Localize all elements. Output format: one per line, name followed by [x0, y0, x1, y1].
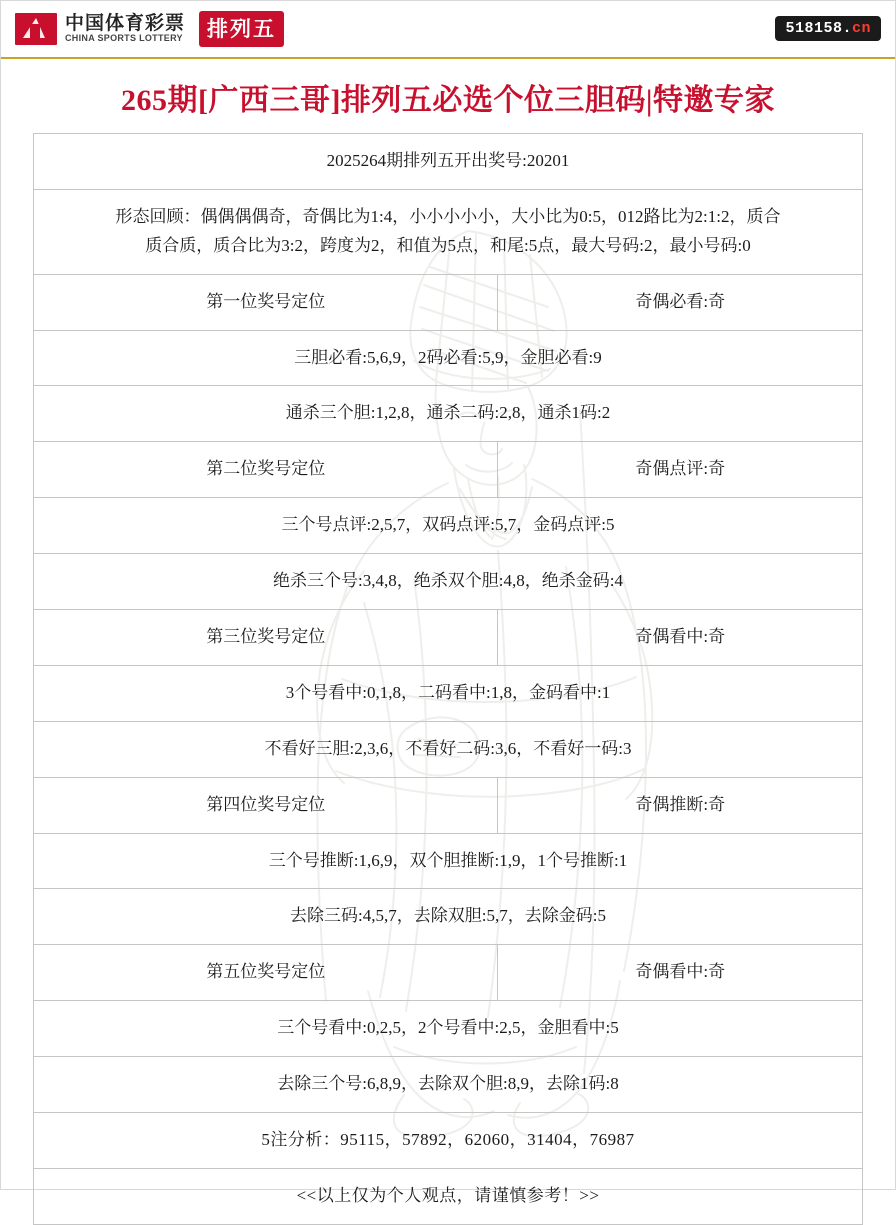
footnote-cell: <<以上仅为个人观点，请谨慎参考！>>	[34, 1168, 863, 1224]
position-label-4: 第四位奖号定位	[34, 777, 498, 833]
table-row-position-2-line-1	[34, 498, 863, 554]
game-name-badge: 排列五	[199, 11, 284, 47]
table-row-position-3-line-1	[34, 665, 863, 721]
table-row-position-4-line-2	[34, 889, 863, 945]
review-line-1	[42, 203, 854, 232]
table-row-position-5	[34, 945, 863, 1001]
position-2-detail-1: 三个号点评:2,5,7，双码点评:5,7，金码点评:5	[34, 498, 863, 554]
table-row-position-1	[34, 274, 863, 330]
sports-lottery-logo-icon	[15, 13, 57, 45]
draw-header-cell: 2025264期排列五开出奖号:20201	[34, 134, 863, 190]
forecast-table-wrapper	[33, 133, 863, 1225]
table-row-analysis	[34, 1113, 863, 1169]
parity-label-5: 奇偶看中:奇	[498, 945, 863, 1001]
brand-text	[65, 14, 185, 43]
site-domain-number: 518158.	[785, 20, 852, 37]
table-row-draw-header	[34, 134, 863, 190]
forecast-table	[33, 133, 863, 1225]
parity-label-3: 奇偶看中:奇	[498, 610, 863, 666]
position-4-detail-1: 三个号推断:1,6,9，双个胆推断:1,9，1个号推断:1	[34, 833, 863, 889]
table-row-review	[34, 189, 863, 274]
table-row-position-5-line-1	[34, 1001, 863, 1057]
position-1-detail-1: 三胆必看:5,6,9，2码必看:5,9，金胆必看:9	[34, 330, 863, 386]
position-label-5: 第五位奖号定位	[34, 945, 498, 1001]
page-title: 265期[广西三哥]排列五必选个位三胆码|特邀专家	[120, 84, 776, 117]
table-row-position-1-line-1	[34, 330, 863, 386]
table-row-position-1-line-2	[34, 386, 863, 442]
table-row-position-2	[34, 442, 863, 498]
analysis-cell: 5注分析：95115，57892，62060，31404，76987	[34, 1113, 863, 1169]
brand-name-en: CHINA SPORTS LOTTERY	[65, 33, 183, 44]
table-row-position-4	[34, 777, 863, 833]
position-label-3: 第三位奖号定位	[34, 610, 498, 666]
table-row-footnote	[34, 1168, 863, 1224]
table-row-position-3	[34, 610, 863, 666]
position-label-2: 第二位奖号定位	[34, 442, 498, 498]
position-1-detail-2: 通杀三个胆:1,2,8，通杀二码:2,8，通杀1码:2	[34, 386, 863, 442]
table-row-position-4-line-1	[34, 833, 863, 889]
table-row-position-3-line-2	[34, 721, 863, 777]
position-3-detail-2: 不看好三胆:2,3,6，不看好二码:3,6，不看好一码:3	[34, 721, 863, 777]
review-line-2: 质合质，质合比为3:2，跨度为2，和值为5点，和尾:5点，最大号码:2，最小号码:0	[145, 235, 751, 255]
position-4-detail-2: 去除三码:4,5,7，去除双胆:5,7，去除金码:5	[34, 889, 863, 945]
site-header	[1, 1, 895, 59]
brand-logo[interactable]	[15, 11, 284, 47]
review-text-1: 偶偶偶偶奇，奇偶比为1:4，小小小小小，大小比为0:5，012路比为2:1:2，质合	[200, 206, 781, 226]
parity-label-1: 奇偶必看:奇	[498, 274, 863, 330]
position-5-detail-2: 去除三个号:6,8,9，去除双个胆:8,9，去除1码:8	[34, 1057, 863, 1113]
table-row-position-5-line-2	[34, 1057, 863, 1113]
position-label-1: 第一位奖号定位	[34, 274, 498, 330]
brand-name-cn: 中国体育彩票	[65, 13, 186, 35]
review-cell	[34, 189, 863, 274]
parity-label-2: 奇偶点评:奇	[498, 442, 863, 498]
position-5-detail-1: 三个号看中:0,2,5，2个号看中:2,5，金胆看中:5	[34, 1001, 863, 1057]
site-domain-badge[interactable]	[775, 16, 881, 41]
position-2-detail-2: 绝杀三个号:3,4,8，绝杀双个胆:4,8，绝杀金码:4	[34, 554, 863, 610]
site-domain-tld: cn	[851, 20, 871, 37]
table-row-position-2-line-2	[34, 554, 863, 610]
parity-label-4: 奇偶推断:奇	[498, 777, 863, 833]
review-label: 形态回顾：	[115, 206, 201, 226]
position-3-detail-1: 3个号看中:0,1,8，二码看中:1,8，金码看中:1	[34, 665, 863, 721]
